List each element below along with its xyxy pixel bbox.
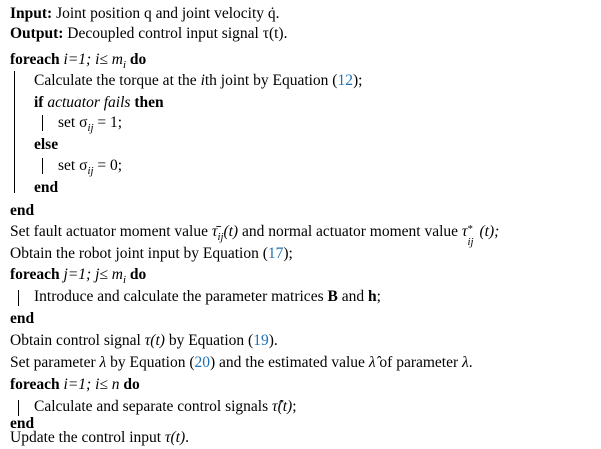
normal-tau-t: (t); — [479, 223, 500, 240]
end-keyword: end — [34, 179, 59, 196]
matrix-h: h — [367, 288, 377, 305]
lambda-symbol-2: λ — [462, 354, 469, 371]
lambda-text-post: . — [468, 354, 473, 371]
control-text-mid: by Equation ( — [164, 332, 254, 349]
loop3-text-post: ; — [292, 398, 297, 415]
fault-text-mid: and normal actuator moment value — [238, 223, 462, 240]
do-keyword: do — [123, 376, 140, 393]
end-keyword: end — [10, 310, 35, 327]
output-text: Decoupled control input signal τ(t). — [67, 25, 288, 42]
set-sigma-1-line — [58, 112, 597, 134]
loop2-text-and: and — [337, 288, 368, 305]
loop1-end-line — [10, 200, 597, 222]
loop2-range-sub: i — [122, 274, 126, 287]
loop2-header — [10, 264, 597, 286]
fault-tau-t: (t) — [223, 223, 239, 240]
equation-20-link[interactable]: 20 — [194, 354, 210, 371]
equation-17-link[interactable]: 17 — [267, 245, 284, 262]
fault-tau: τ̄ — [211, 223, 218, 240]
normal-tau: τ — [461, 223, 468, 240]
else-line — [34, 134, 597, 156]
lambda-symbol: λ — [99, 354, 107, 371]
loop1-body-line — [34, 70, 597, 92]
loop2-end-line — [10, 308, 597, 330]
loop1-scope-bar — [14, 71, 15, 193]
loop1-text-mid: th joint by Equation ( — [204, 72, 338, 89]
lambda-text-mid2: ) and the estimated value — [209, 354, 369, 371]
set-sigma-0-val: = 0; — [93, 157, 123, 174]
end-keyword: end — [10, 202, 35, 219]
loop2-range: j=1; j≤ m — [63, 266, 123, 283]
then-keyword: then — [134, 94, 164, 111]
control-text-pre: Obtain control signal — [10, 332, 145, 349]
output-line — [10, 23, 597, 45]
lambda-text-pre: Set parameter — [10, 354, 100, 371]
loop1-text-pre: Calculate the torque at the — [34, 72, 201, 89]
control-signal-line — [10, 330, 597, 352]
else-keyword: else — [34, 136, 59, 153]
if-header — [34, 92, 597, 114]
loop3-header — [10, 374, 597, 396]
do-keyword: do — [129, 266, 147, 283]
lambda-text-mid3: of parameter — [375, 354, 463, 371]
if-scope-bar — [42, 115, 43, 131]
matrix-B: B — [327, 288, 338, 305]
fault-tau-sub: ij — [217, 231, 224, 244]
foreach-keyword: foreach — [10, 266, 60, 283]
loop2-text-post: ; — [376, 288, 381, 305]
input-label: Input: — [10, 5, 53, 22]
if-end-line — [34, 177, 597, 199]
lambda-line — [10, 352, 597, 374]
loop3-text-pre: Calculate and separate control signals — [34, 398, 273, 415]
loop3-range: i=1; i≤ n — [63, 376, 120, 393]
loop1-range-sub: i — [122, 59, 126, 72]
loop1-text-i: i — [200, 72, 205, 89]
lambda-text-mid: by Equation ( — [106, 354, 195, 371]
end-keyword: end — [10, 415, 35, 432]
update-line — [10, 427, 597, 449]
update-text-pre: Update the control input — [10, 429, 165, 446]
update-tau: τ(t) — [164, 429, 186, 446]
foreach-keyword: foreach — [10, 51, 60, 68]
joint-input-line — [10, 243, 597, 265]
loop1-text-post: ); — [352, 72, 363, 89]
set-sigma-1-text: set σ — [58, 114, 88, 131]
set-sigma-0-line — [58, 155, 597, 177]
foreach-keyword: foreach — [10, 376, 60, 393]
set-sigma-1-val: = 1; — [93, 114, 123, 131]
equation-19-link[interactable]: 19 — [253, 332, 269, 349]
set-sigma-0-text: set σ — [58, 157, 88, 174]
update-text-post: . — [185, 429, 190, 446]
else-scope-bar — [42, 158, 43, 174]
set-sigma-1-sub: ij — [87, 122, 94, 135]
input-text: Joint position q and joint velocity q̇. — [56, 5, 280, 22]
joint-text-pre: Obtain the robot joint input by Equation ( — [10, 245, 268, 262]
loop1-header — [10, 49, 597, 71]
output-label: Output: — [10, 25, 64, 42]
input-line — [10, 3, 597, 25]
loop2-scope-bar — [18, 290, 19, 306]
if-keyword: if — [34, 94, 44, 111]
if-condition: actuator fails — [47, 94, 131, 111]
joint-text-post: ); — [283, 245, 293, 262]
equation-12-link[interactable]: 12 — [337, 72, 353, 89]
control-text-post: ). — [268, 332, 278, 349]
set-sigma-0-sub: ij — [87, 165, 94, 178]
loop2-text-pre: Introduce and calculate the parameter matrices — [34, 288, 328, 305]
fault-text-pre: Set fault actuator moment value — [10, 223, 212, 240]
do-keyword: do — [129, 51, 147, 68]
loop3-tau-hat: τ̂(t) — [272, 398, 293, 415]
fault-moment-line: Set fault actuator moment value $\taū_{ij}(t)$ and normal actuator moment value τ * ij (t); — [10, 223, 500, 248]
control-tau: τ(t) — [144, 332, 165, 349]
lambda-hat: λ̂ — [368, 354, 376, 371]
loop1-range: i=1; i≤ m — [63, 51, 123, 68]
loop2-body-line — [34, 286, 597, 308]
